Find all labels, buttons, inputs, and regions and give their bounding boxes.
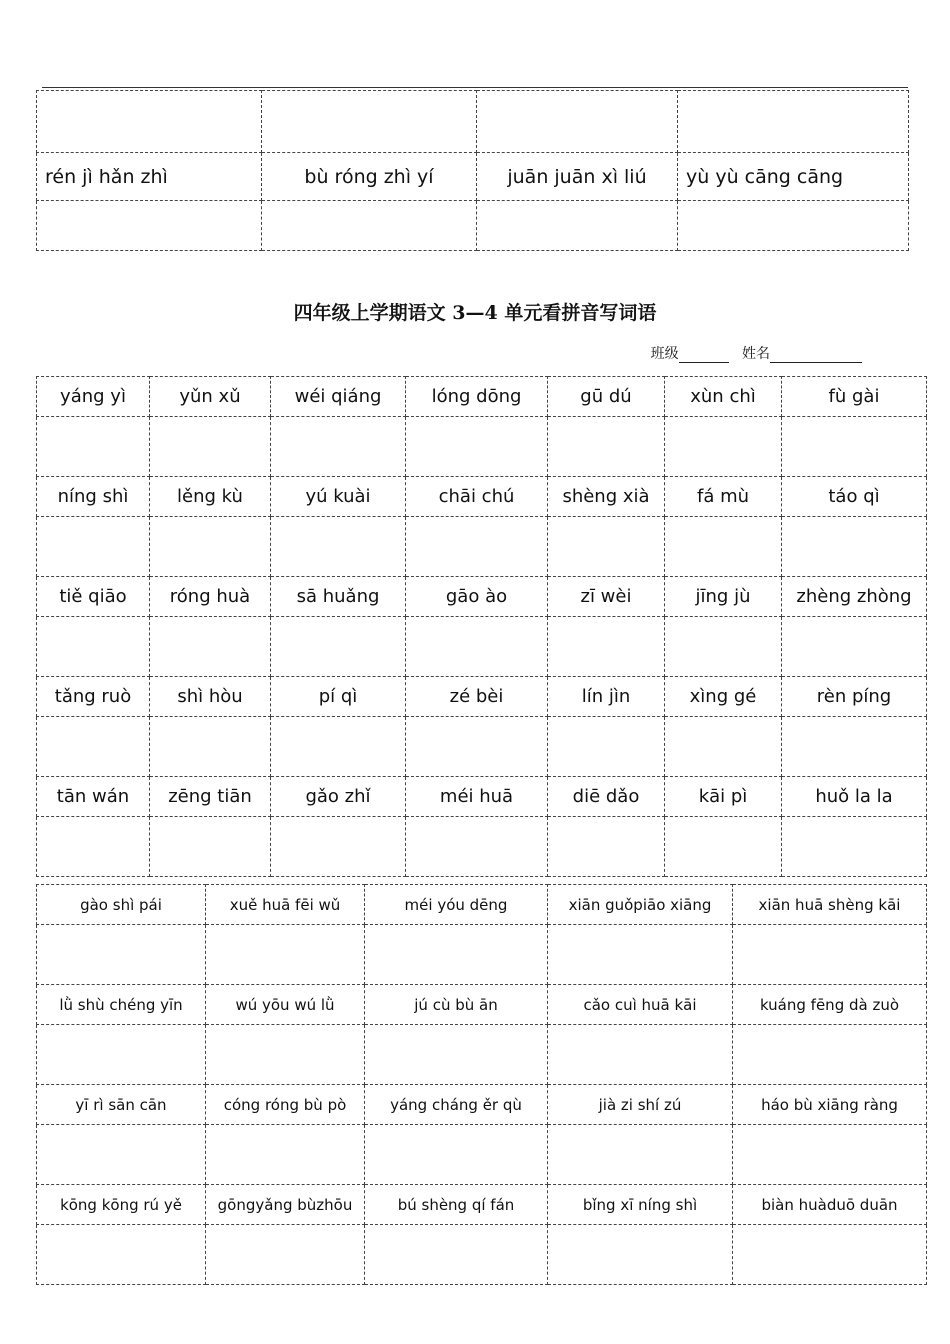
writing-row bbox=[37, 1125, 927, 1185]
writing-cell[interactable] bbox=[271, 617, 406, 677]
pinyin-cell: gāo ào bbox=[406, 577, 548, 617]
pinyin-cell: tiě qiāo bbox=[37, 577, 150, 617]
writing-row bbox=[37, 417, 927, 477]
pinyin-cell: juān juān xì liú bbox=[477, 153, 678, 201]
writing-cell[interactable] bbox=[477, 201, 678, 251]
writing-cell[interactable] bbox=[150, 517, 271, 577]
page-title: 四年级上学期语文 3—4 单元看拼音写词语 bbox=[293, 302, 657, 324]
pinyin-row bbox=[37, 885, 927, 925]
writing-cell[interactable] bbox=[477, 91, 678, 153]
writing-row bbox=[37, 925, 927, 985]
writing-cell[interactable] bbox=[37, 517, 150, 577]
writing-cell[interactable] bbox=[733, 1225, 927, 1285]
writing-cell[interactable] bbox=[37, 717, 150, 777]
writing-cell[interactable] bbox=[548, 517, 665, 577]
pinyin-cell: lǜ shù chéng yīn bbox=[37, 985, 206, 1025]
writing-cell[interactable] bbox=[206, 1225, 365, 1285]
writing-cell[interactable] bbox=[782, 817, 927, 877]
writing-cell[interactable] bbox=[365, 1025, 548, 1085]
writing-row bbox=[37, 91, 909, 153]
top-rule bbox=[42, 87, 908, 88]
pinyin-row bbox=[37, 677, 927, 717]
pinyin-cell: xiān guǒpiāo xiāng bbox=[548, 885, 733, 925]
writing-cell[interactable] bbox=[678, 201, 909, 251]
seven-column-table bbox=[36, 376, 927, 877]
writing-row bbox=[37, 617, 927, 677]
pinyin-cell: yáng yì bbox=[37, 377, 150, 417]
pinyin-cell: kōng kōng rú yě bbox=[37, 1185, 206, 1225]
writing-cell[interactable] bbox=[271, 817, 406, 877]
pinyin-cell: tān wán bbox=[37, 777, 150, 817]
writing-cell[interactable] bbox=[37, 417, 150, 477]
pinyin-cell: kāi pì bbox=[665, 777, 782, 817]
class-label: 班级 bbox=[650, 346, 679, 362]
writing-cell[interactable] bbox=[733, 1025, 927, 1085]
writing-cell[interactable] bbox=[37, 617, 150, 677]
pinyin-cell: cóng róng bù pò bbox=[206, 1085, 365, 1125]
writing-cell[interactable] bbox=[37, 925, 206, 985]
pinyin-cell: kuáng fēng dà zuò bbox=[733, 985, 927, 1025]
writing-row bbox=[37, 201, 909, 251]
pinyin-row bbox=[37, 777, 927, 817]
writing-cell[interactable] bbox=[37, 91, 262, 153]
writing-row bbox=[37, 717, 927, 777]
pinyin-cell: táo qì bbox=[782, 477, 927, 517]
pinyin-row bbox=[37, 1185, 927, 1225]
pinyin-row bbox=[37, 153, 909, 201]
pinyin-cell: fá mù bbox=[665, 477, 782, 517]
writing-cell[interactable] bbox=[548, 717, 665, 777]
writing-cell[interactable] bbox=[37, 201, 262, 251]
pinyin-cell: yáng cháng ěr qù bbox=[365, 1085, 548, 1125]
writing-cell[interactable] bbox=[365, 1125, 548, 1185]
pinyin-cell: méi huā bbox=[406, 777, 548, 817]
writing-cell[interactable] bbox=[206, 1025, 365, 1085]
pinyin-row bbox=[37, 577, 927, 617]
writing-cell[interactable] bbox=[665, 617, 782, 677]
name-label: 姓名 bbox=[742, 346, 770, 362]
writing-cell[interactable] bbox=[406, 717, 548, 777]
writing-cell[interactable] bbox=[733, 925, 927, 985]
writing-cell[interactable] bbox=[548, 417, 665, 477]
writing-cell[interactable] bbox=[271, 717, 406, 777]
writing-cell[interactable] bbox=[548, 1025, 733, 1085]
writing-cell[interactable] bbox=[406, 517, 548, 577]
pinyin-cell: jià zi shí zú bbox=[548, 1085, 733, 1125]
writing-cell[interactable] bbox=[150, 617, 271, 677]
writing-cell[interactable] bbox=[678, 91, 909, 153]
pinyin-cell: bǐng xī níng shì bbox=[548, 1185, 733, 1225]
writing-row bbox=[37, 817, 927, 877]
pinyin-cell: háo bù xiāng ràng bbox=[733, 1085, 927, 1125]
writing-cell[interactable] bbox=[150, 417, 271, 477]
pinyin-row bbox=[37, 377, 927, 417]
pinyin-cell: tǎng ruò bbox=[37, 677, 150, 717]
class-blank[interactable] bbox=[679, 346, 729, 363]
writing-cell[interactable] bbox=[150, 717, 271, 777]
writing-cell[interactable] bbox=[365, 1225, 548, 1285]
pinyin-cell: wéi qiáng bbox=[271, 377, 406, 417]
writing-cell[interactable] bbox=[782, 517, 927, 577]
pinyin-cell: jīng jù bbox=[665, 577, 782, 617]
pinyin-cell: zēng tiān bbox=[150, 777, 271, 817]
writing-cell[interactable] bbox=[206, 925, 365, 985]
pinyin-cell: huǒ la la bbox=[782, 777, 927, 817]
pinyin-cell: xuě huā fēi wǔ bbox=[206, 885, 365, 925]
writing-cell[interactable] bbox=[365, 925, 548, 985]
writing-cell[interactable] bbox=[782, 417, 927, 477]
writing-cell[interactable] bbox=[548, 1225, 733, 1285]
pinyin-cell: biàn huàduō duān bbox=[733, 1185, 927, 1225]
writing-cell[interactable] bbox=[206, 1125, 365, 1185]
class-name-line bbox=[651, 343, 862, 363]
writing-cell[interactable] bbox=[665, 417, 782, 477]
writing-cell[interactable] bbox=[406, 617, 548, 677]
writing-row bbox=[37, 517, 927, 577]
writing-cell[interactable] bbox=[150, 817, 271, 877]
pinyin-cell: yú kuài bbox=[271, 477, 406, 517]
writing-cell[interactable] bbox=[665, 817, 782, 877]
writing-cell[interactable] bbox=[406, 417, 548, 477]
writing-cell[interactable] bbox=[271, 417, 406, 477]
pinyin-cell: shèng xià bbox=[548, 477, 665, 517]
writing-cell[interactable] bbox=[548, 1125, 733, 1185]
writing-cell[interactable] bbox=[733, 1125, 927, 1185]
writing-cell[interactable] bbox=[37, 1125, 206, 1185]
pinyin-cell: rén jì hǎn zhì bbox=[37, 153, 262, 201]
pinyin-cell: gào shì pái bbox=[37, 885, 206, 925]
pinyin-cell: yī rì sān cān bbox=[37, 1085, 206, 1125]
writing-cell[interactable] bbox=[548, 925, 733, 985]
pinyin-row bbox=[37, 1085, 927, 1125]
writing-cell[interactable] bbox=[37, 1225, 206, 1285]
pinyin-cell: diē dǎo bbox=[548, 777, 665, 817]
writing-cell[interactable] bbox=[548, 817, 665, 877]
pinyin-cell: lěng kù bbox=[150, 477, 271, 517]
pinyin-cell: yǔn xǔ bbox=[150, 377, 271, 417]
pinyin-cell: gū dú bbox=[548, 377, 665, 417]
pinyin-cell: xùn chì bbox=[665, 377, 782, 417]
writing-cell[interactable] bbox=[37, 817, 150, 877]
pinyin-cell: xìng gé bbox=[665, 677, 782, 717]
pinyin-cell: xiān huā shèng kāi bbox=[733, 885, 927, 925]
name-blank[interactable] bbox=[770, 346, 862, 363]
five-column-table bbox=[36, 884, 927, 1285]
pinyin-cell: cǎo cuì huā kāi bbox=[548, 985, 733, 1025]
pinyin-cell: méi yóu dēng bbox=[365, 885, 548, 925]
pinyin-cell: bù róng zhì yí bbox=[262, 153, 477, 201]
pinyin-cell: níng shì bbox=[37, 477, 150, 517]
pinyin-cell: yù yù cāng cāng bbox=[678, 153, 909, 201]
pinyin-cell: jú cù bù ān bbox=[365, 985, 548, 1025]
pinyin-cell: pí qì bbox=[271, 677, 406, 717]
writing-cell[interactable] bbox=[782, 617, 927, 677]
writing-cell[interactable] bbox=[406, 817, 548, 877]
pinyin-row bbox=[37, 477, 927, 517]
pinyin-cell: bú shèng qí fán bbox=[365, 1185, 548, 1225]
pinyin-cell: fù gài bbox=[782, 377, 927, 417]
writing-cell[interactable] bbox=[271, 517, 406, 577]
pinyin-cell: lín jìn bbox=[548, 677, 665, 717]
pinyin-cell: shì hòu bbox=[150, 677, 271, 717]
writing-cell[interactable] bbox=[665, 717, 782, 777]
writing-row bbox=[37, 1225, 927, 1285]
pinyin-cell: zī wèi bbox=[548, 577, 665, 617]
writing-cell[interactable] bbox=[548, 617, 665, 677]
pinyin-cell: chāi chú bbox=[406, 477, 548, 517]
writing-cell[interactable] bbox=[37, 1025, 206, 1085]
writing-cell[interactable] bbox=[782, 717, 927, 777]
pinyin-cell: rèn píng bbox=[782, 677, 927, 717]
top-pinyin-table bbox=[36, 90, 909, 251]
pinyin-cell: zhèng zhòng bbox=[782, 577, 927, 617]
writing-cell[interactable] bbox=[262, 91, 477, 153]
writing-row bbox=[37, 1025, 927, 1085]
pinyin-cell: gōngyǎng bùzhōu bbox=[206, 1185, 365, 1225]
pinyin-cell: lóng dōng bbox=[406, 377, 548, 417]
pinyin-cell: zé bèi bbox=[406, 677, 548, 717]
pinyin-cell: sā huǎng bbox=[271, 577, 406, 617]
writing-cell[interactable] bbox=[665, 517, 782, 577]
pinyin-cell: róng huà bbox=[150, 577, 271, 617]
writing-cell[interactable] bbox=[262, 201, 477, 251]
pinyin-row bbox=[37, 985, 927, 1025]
pinyin-cell: gǎo zhǐ bbox=[271, 777, 406, 817]
pinyin-cell: wú yōu wú lǜ bbox=[206, 985, 365, 1025]
